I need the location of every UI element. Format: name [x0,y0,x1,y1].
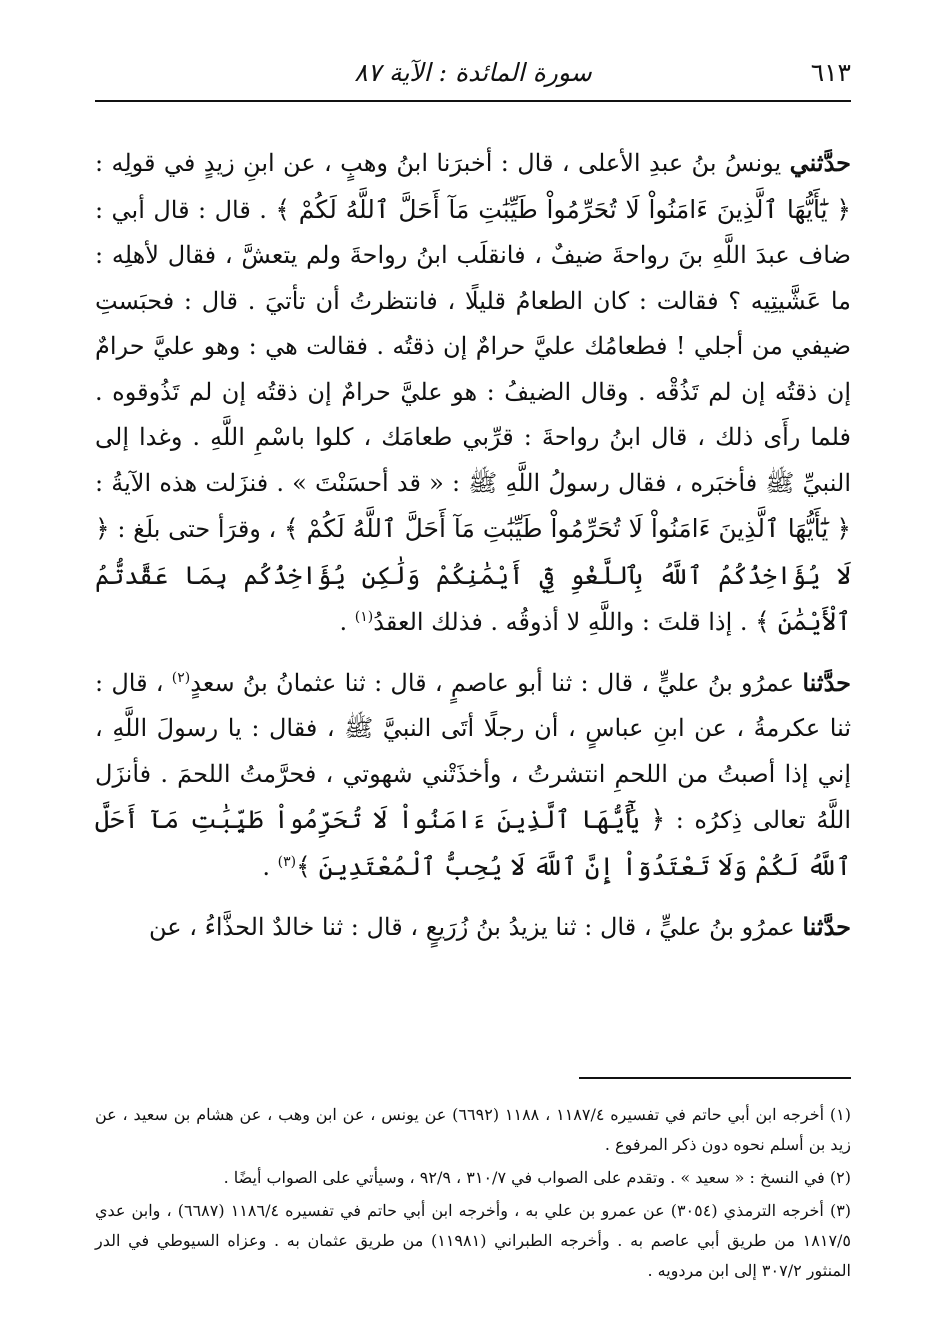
quran-verse: ﴿ يَٰٓأَيُّهَا ٱلَّذِينَ ءَامَنُواْ لَا تُحَرِّمُواْ طَيِّبَٰتِ مَآ أَحَلَّ ٱللَّهُ لَكُمْ وَلَا تَعْتَدُوٓاْ إِنَّ ٱللَّهَ لَا يُحِبُّ ٱلْمُعْتَدِينَ ﴾ [95,805,851,881]
header-rule [95,100,851,102]
quran-verse: ﴿ يَٰٓأَيُّهَا ٱلَّذِينَ ءَامَنُواْ لَا تُحَرِّمُواْ طَيِّبَٰتِ مَآ أَحَلَّ ٱللَّهُ لَكُمْ ﴾ [275,194,851,224]
paragraph-text: يونسُ بنُ عبدِ الأعلى ، قال : أخبرَنا ابنُ وهبٍ ، عن ابنِ زيدٍ في قولِه : [95,149,790,177]
paragraph-text: . [262,852,278,881]
paragraph-text: عمرُو بنُ عليٍّ ، قال : ثنا أبو عاصمٍ ، قال : ثنا عثمانُ بنُ سعدٍ [190,668,803,697]
paragraph-text: . [339,608,355,636]
footnote: (٣) أخرجه الترمذي (٣٠٥٤) عن عمرو بن علي به ، وأخرجه ابن أبي حاتم في تفسيره ١١٨٦/٤ (٦٦٨٧) ، وابن عدي ١٨١٧/٥ من طريق أبي عاصم به . وأخرجه الطبراني (١١٩٨١) من طريق عثمان به . وعزاه السيوطي في الدر المنثور ٣٠٧/٢ إلى ابن مردويه . [95,1201,852,1280]
paragraph-text: . إذا قلتَ : واللَّهِ لا أذوقُه . فذلك العقدُ [373,608,756,636]
paragraph-lead-word: حدَّثنا [802,667,851,697]
footnote-rule [579,1077,851,1079]
footnote-reference: (١) [354,609,374,625]
quran-verse: ﴿ لَا يُؤَاخِذُكُمُ ٱللَّهُ بِٱللَّغْوِ فِيٓ أَيْمَٰنِكُمْ وَلَٰكِن يُؤَاخِذُكُم بِمَا عَقَّدتُّمُ ٱلْأَيْمَٰنَ ﴾ [95,514,851,636]
paragraph-lead-word: حدَّثنا [802,912,851,941]
footnote: (١) أخرجه ابن أبي حاتم في تفسيره ١١٨٧/٤ ، ١١٨٨ (٦٦٩٢) عن يونس ، عن ابن وهب ، عن هشام بن سعيد ، عن زيد بن أسلم نحوه دون ذكر المرفوع . [95,1105,852,1154]
footnote-reference: (٢) [171,669,191,686]
running-header [95,58,851,98]
paragraph [95,140,851,646]
footnote: (٢) في النسخ : « سعيد » . وتقدم على الصواب في ٣١٠/٧ ، ٩٢/٩ ، وسيأتي على الصواب أيضًا . [223,1168,851,1187]
running-header-title: سورة المائدة : الآية ٨٧ [354,58,592,87]
footnotes [95,1100,851,1286]
body-text [95,140,851,951]
paragraph-lead-word: حدَّثني [789,148,851,177]
paragraph-text: ، وقرَأ حتى بلَغ : [109,515,284,543]
paragraph-text: عمرُو بنُ عليٍّ ، قال : ثنا يزيدُ بنُ زُرَيعٍ ، قال : ثنا خالدٌ الحذَّاءُ ، عن [148,913,803,941]
page-number: ٦١٣ [810,58,851,87]
paragraph [95,904,851,951]
paragraph [95,660,851,891]
footnote-reference: (٣) [277,853,297,870]
paragraph-text: ، قال : ثنا عكرمةُ ، عن ابنِ عباسٍ ، أن رجلًا أتَى النبيَّ ﷺ ، فقال : يا رسولَ اللَّهِ ، إني إذا أصبتُ من اللحمِ انتشرتُ ، وأخذَتْني شهوتي ، فحرَّمتُ اللحمَ . فأنزَل اللَّهُ تعالى ذِكرُه : [95,668,851,834]
paragraph-text: . قال : قال أبي : ضاف عبدَ اللَّهِ بنَ رواحةَ ضيفٌ ، فانقلَب ابنُ رواحةَ ولم يتعشَّ ، فقال لأهلِه : ما عَشَّيتِيه ؟ فقالت : كان الطعامُ قليلًا ، فانتظرتُ أن تأتيَ . قال : فحبَستِ ضيفي من أجلي ! فطعامُك عليَّ حرامٌ إن ذقتُه . فقالت هي : وهو عليَّ حرامٌ إن ذقتُه إن لم تَذُقْه . وقال الضيفُ : هو عليَّ حرامٌ إن ذقتُه إن لم تَذُوقوه . فلما رأَى ذلك ، قال ابنُ رواحةَ : قرِّبي طعامَك ، كلوا باسْمِ اللَّهِ . وغدا إلى النبيِّ ﷺ فأخبَره ، فقال رسولُ اللَّهِ ﷺ : « قد أحسَنْتَ » . فنزَلت هذه الآيةُ : [95,195,851,497]
quran-verse: ﴿ يَٰٓأَيُّهَا ٱلَّذِينَ ءَامَنُواْ لَا تُحَرِّمُواْ طَيِّبَٰتِ مَآ أَحَلَّ ٱللَّهُ لَكُمْ ﴾ [283,514,852,543]
